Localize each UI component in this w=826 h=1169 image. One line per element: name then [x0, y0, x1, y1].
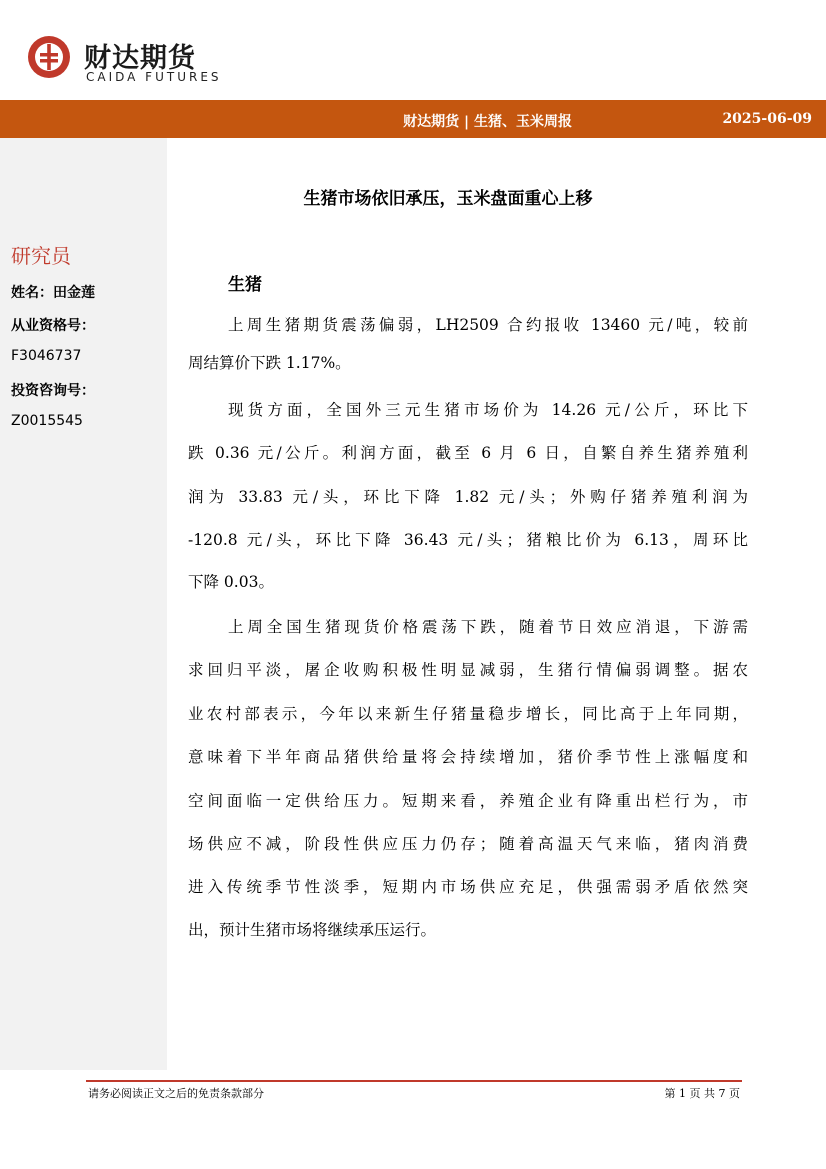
report-date: 2025-06-09 — [722, 111, 812, 127]
qualification-label: 从业资格号： — [11, 318, 95, 334]
paragraph-line: 空间面临一定供给压力。短期来看，养殖企业有降重出栏行为，市 — [188, 792, 748, 810]
researcher-heading: 研究员 — [11, 244, 71, 268]
paragraph-line: 跌 0.36 元/公斤。利润方面，截至 6 月 6 日，自繁自养生猪养殖利 — [188, 444, 748, 462]
paragraph-line: 求回归平淡，屠企收购积极性明显减弱，生猪行情偏弱调整。据农 — [188, 661, 748, 679]
consultation-number: Z0015545 — [11, 413, 83, 429]
qualification-number: F3046737 — [11, 348, 82, 364]
paragraph-line: 出，预计生猪市场将继续承压运行。 — [188, 921, 437, 939]
report-title: 生猪市场依旧承压，玉米盘面重心上移 — [303, 189, 593, 209]
logo-chinese-name: 财达期货 — [84, 43, 196, 74]
paragraph-line: 意味着下半年商品猪供给量将会持续增加，猪价季节性上涨幅度和 — [188, 748, 748, 766]
researcher-sidebar — [0, 138, 167, 1070]
report-series-label: 财达期货 | 生猪、玉米周报 — [403, 114, 572, 130]
page-number: 第 1 页 共 7 页 — [664, 1087, 740, 1100]
paragraph-line: 上周生猪期货震荡偏弱，LH2509 合约报收 13460 元/吨，较前 — [228, 316, 748, 334]
paragraph-line: -120.8 元/头，环比下降 36.43 元/头；猪粮比价为 6.13，周环比 — [188, 531, 748, 549]
paragraph-line: 场供应不减，阶段性供应压力仍存；随着高温天气来临，猪肉消费 — [188, 835, 748, 853]
header-band — [0, 100, 826, 138]
section-heading: 生猪 — [228, 275, 262, 295]
caida-logo-icon — [26, 34, 72, 80]
logo-english-name: CAIDA FUTURES — [86, 70, 222, 84]
paragraph-line: 润为 33.83 元/头，环比下降 1.82 元/头；外购仔猪养殖利润为 — [188, 488, 748, 506]
paragraph-line: 周结算价下跌 1.17%。 — [188, 354, 351, 372]
disclaimer-notice: 请务必阅读正文之后的免责条款部分 — [88, 1087, 264, 1100]
paragraph-line: 现货方面，全国外三元生猪市场价为 14.26 元/公斤，环比下 — [228, 401, 748, 419]
researcher-name: 姓名：田金莲 — [11, 285, 95, 301]
paragraph-line: 下降 0.03。 — [188, 573, 274, 591]
company-logo — [26, 34, 226, 86]
footer-divider — [86, 1080, 742, 1082]
paragraph-line: 上周全国生猪现货价格震荡下跌，随着节日效应消退，下游需 — [228, 618, 748, 636]
paragraph-line: 业农村部表示，今年以来新生仔猪量稳步增长，同比高于上年同期， — [188, 705, 748, 723]
paragraph-line: 进入传统季节性淡季，短期内市场供应充足，供强需弱矛盾依然突 — [188, 878, 748, 896]
consultation-label: 投资咨询号： — [11, 383, 95, 399]
